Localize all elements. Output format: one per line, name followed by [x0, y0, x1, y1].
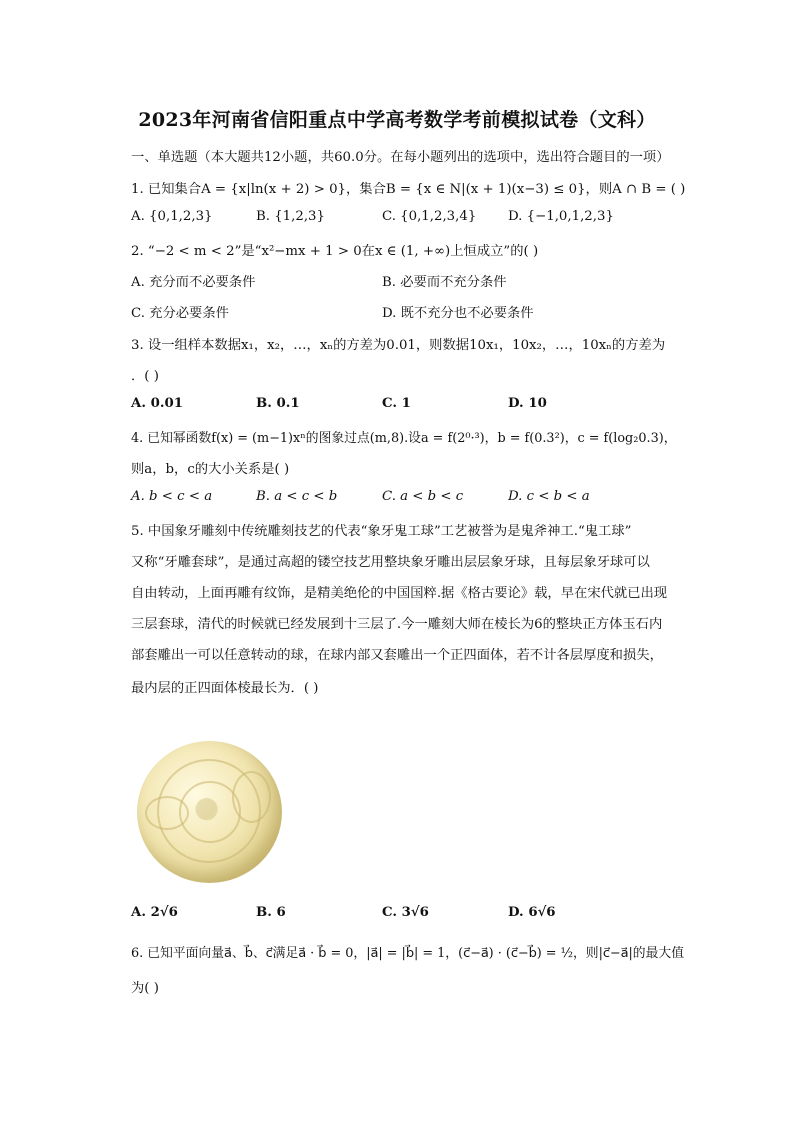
q2-option-a: A. 充分而不必要条件: [131, 275, 256, 290]
question-6-stem: 6. 已知平面向量a⃗、b⃗、c⃗满足a⃗ · b⃗ = 0，|a⃗| = |b⃗| = 1，(c⃗−a⃗) · (c⃗−b⃗) = ½，则|c⃗−a⃗|的最大值: [131, 946, 684, 961]
q1-option-a: A. {0,1,2,3}: [131, 209, 213, 224]
section-heading: 一、单选题（本大题共12小题，共60.0分。在每小题列出的选项中，选出符合题目的一项）: [131, 150, 670, 165]
q4-option-b: B. a < c < b: [256, 489, 338, 504]
q3-option-d: D. 10: [508, 396, 547, 411]
q2-option-c: C. 充分必要条件: [131, 306, 229, 321]
q5-option-c: C. 3√6: [382, 905, 429, 920]
question-5-line-4: 三层套球，清代的时候就已经发展到十三层了.今一雕刻大师在棱长为6的整块正方体玉石内: [131, 617, 663, 632]
question-3-stem-cont: ．( ): [131, 369, 159, 384]
q1-option-b: B. {1,2,3}: [256, 209, 325, 224]
q5-option-d: D. 6√6: [508, 905, 556, 920]
q3-option-a: A. 0.01: [131, 396, 183, 411]
page-title: 2023年河南省信阳重点中学高考数学考前模拟试卷（文科）: [138, 109, 656, 131]
q2-option-b: B. 必要而不充分条件: [382, 275, 507, 290]
question-4-stem: 4. 已知幂函数f(x) = (m−1)xⁿ的图象过点(m,8).设a = f(2⁰·³)，b = f(0.3²)，c = f(log₂0.3)，: [131, 431, 677, 446]
question-5-line-1: 5. 中国象牙雕刻中传统雕刻技艺的代表“象牙鬼工球”工艺被誉为是鬼斧神工.“鬼工球”: [131, 524, 632, 539]
q1-option-d: D. {−1,0,1,2,3}: [508, 209, 614, 224]
q5-option-b: B. 6: [256, 905, 286, 920]
ivory-ball-image: [137, 741, 282, 883]
q4-option-d: D. c < b < a: [508, 489, 590, 504]
q1-option-c: C. {0,1,2,3,4}: [382, 209, 477, 224]
question-1-stem: 1. 已知集合A = {x|ln(x + 2) > 0}，集合B = {x ∈ N|(x + 1)(x−3) ≤ 0}，则A ∩ B = ( ): [131, 182, 686, 197]
question-5-line-2: 又称“牙雕套球”，是通过高超的镂空技艺用整块象牙雕出层层象牙球，且每层象牙球可以: [131, 555, 650, 570]
q4-option-a: A. b < c < a: [131, 489, 213, 504]
question-2-stem: 2. “−2 < m < 2”是“x²−mx + 1 > 0在x ∈ (1, +∞)上恒成立”的( ): [131, 244, 539, 259]
question-5-line-5: 部套雕出一可以任意转动的球，在球内部又套雕出一个正四面体，若不计各层厚度和损失，: [131, 648, 663, 663]
q2-option-d: D. 既不充分也不必要条件: [382, 306, 534, 321]
q4-option-c: C. a < b < c: [382, 489, 464, 504]
question-4-stem-cont: 则a，b，c的大小关系是( ): [131, 462, 290, 477]
q3-option-c: C. 1: [382, 396, 411, 411]
question-5-line-6: 最内层的正四面体棱最长为．( ): [131, 681, 319, 696]
question-5-line-3: 自由转动，上面再雕有纹饰，是精美绝伦的中国国粹.据《格古要论》载，早在宋代就已出现: [131, 586, 668, 601]
q5-option-a: A. 2√6: [131, 905, 178, 920]
q3-option-b: B. 0.1: [256, 396, 300, 411]
question-6-stem-cont: 为( ): [131, 981, 159, 996]
question-3-stem: 3. 设一组样本数据x₁，x₂，…，xₙ的方差为0.01，则数据10x₁，10x₂，…，10xₙ的方差为: [131, 338, 666, 353]
